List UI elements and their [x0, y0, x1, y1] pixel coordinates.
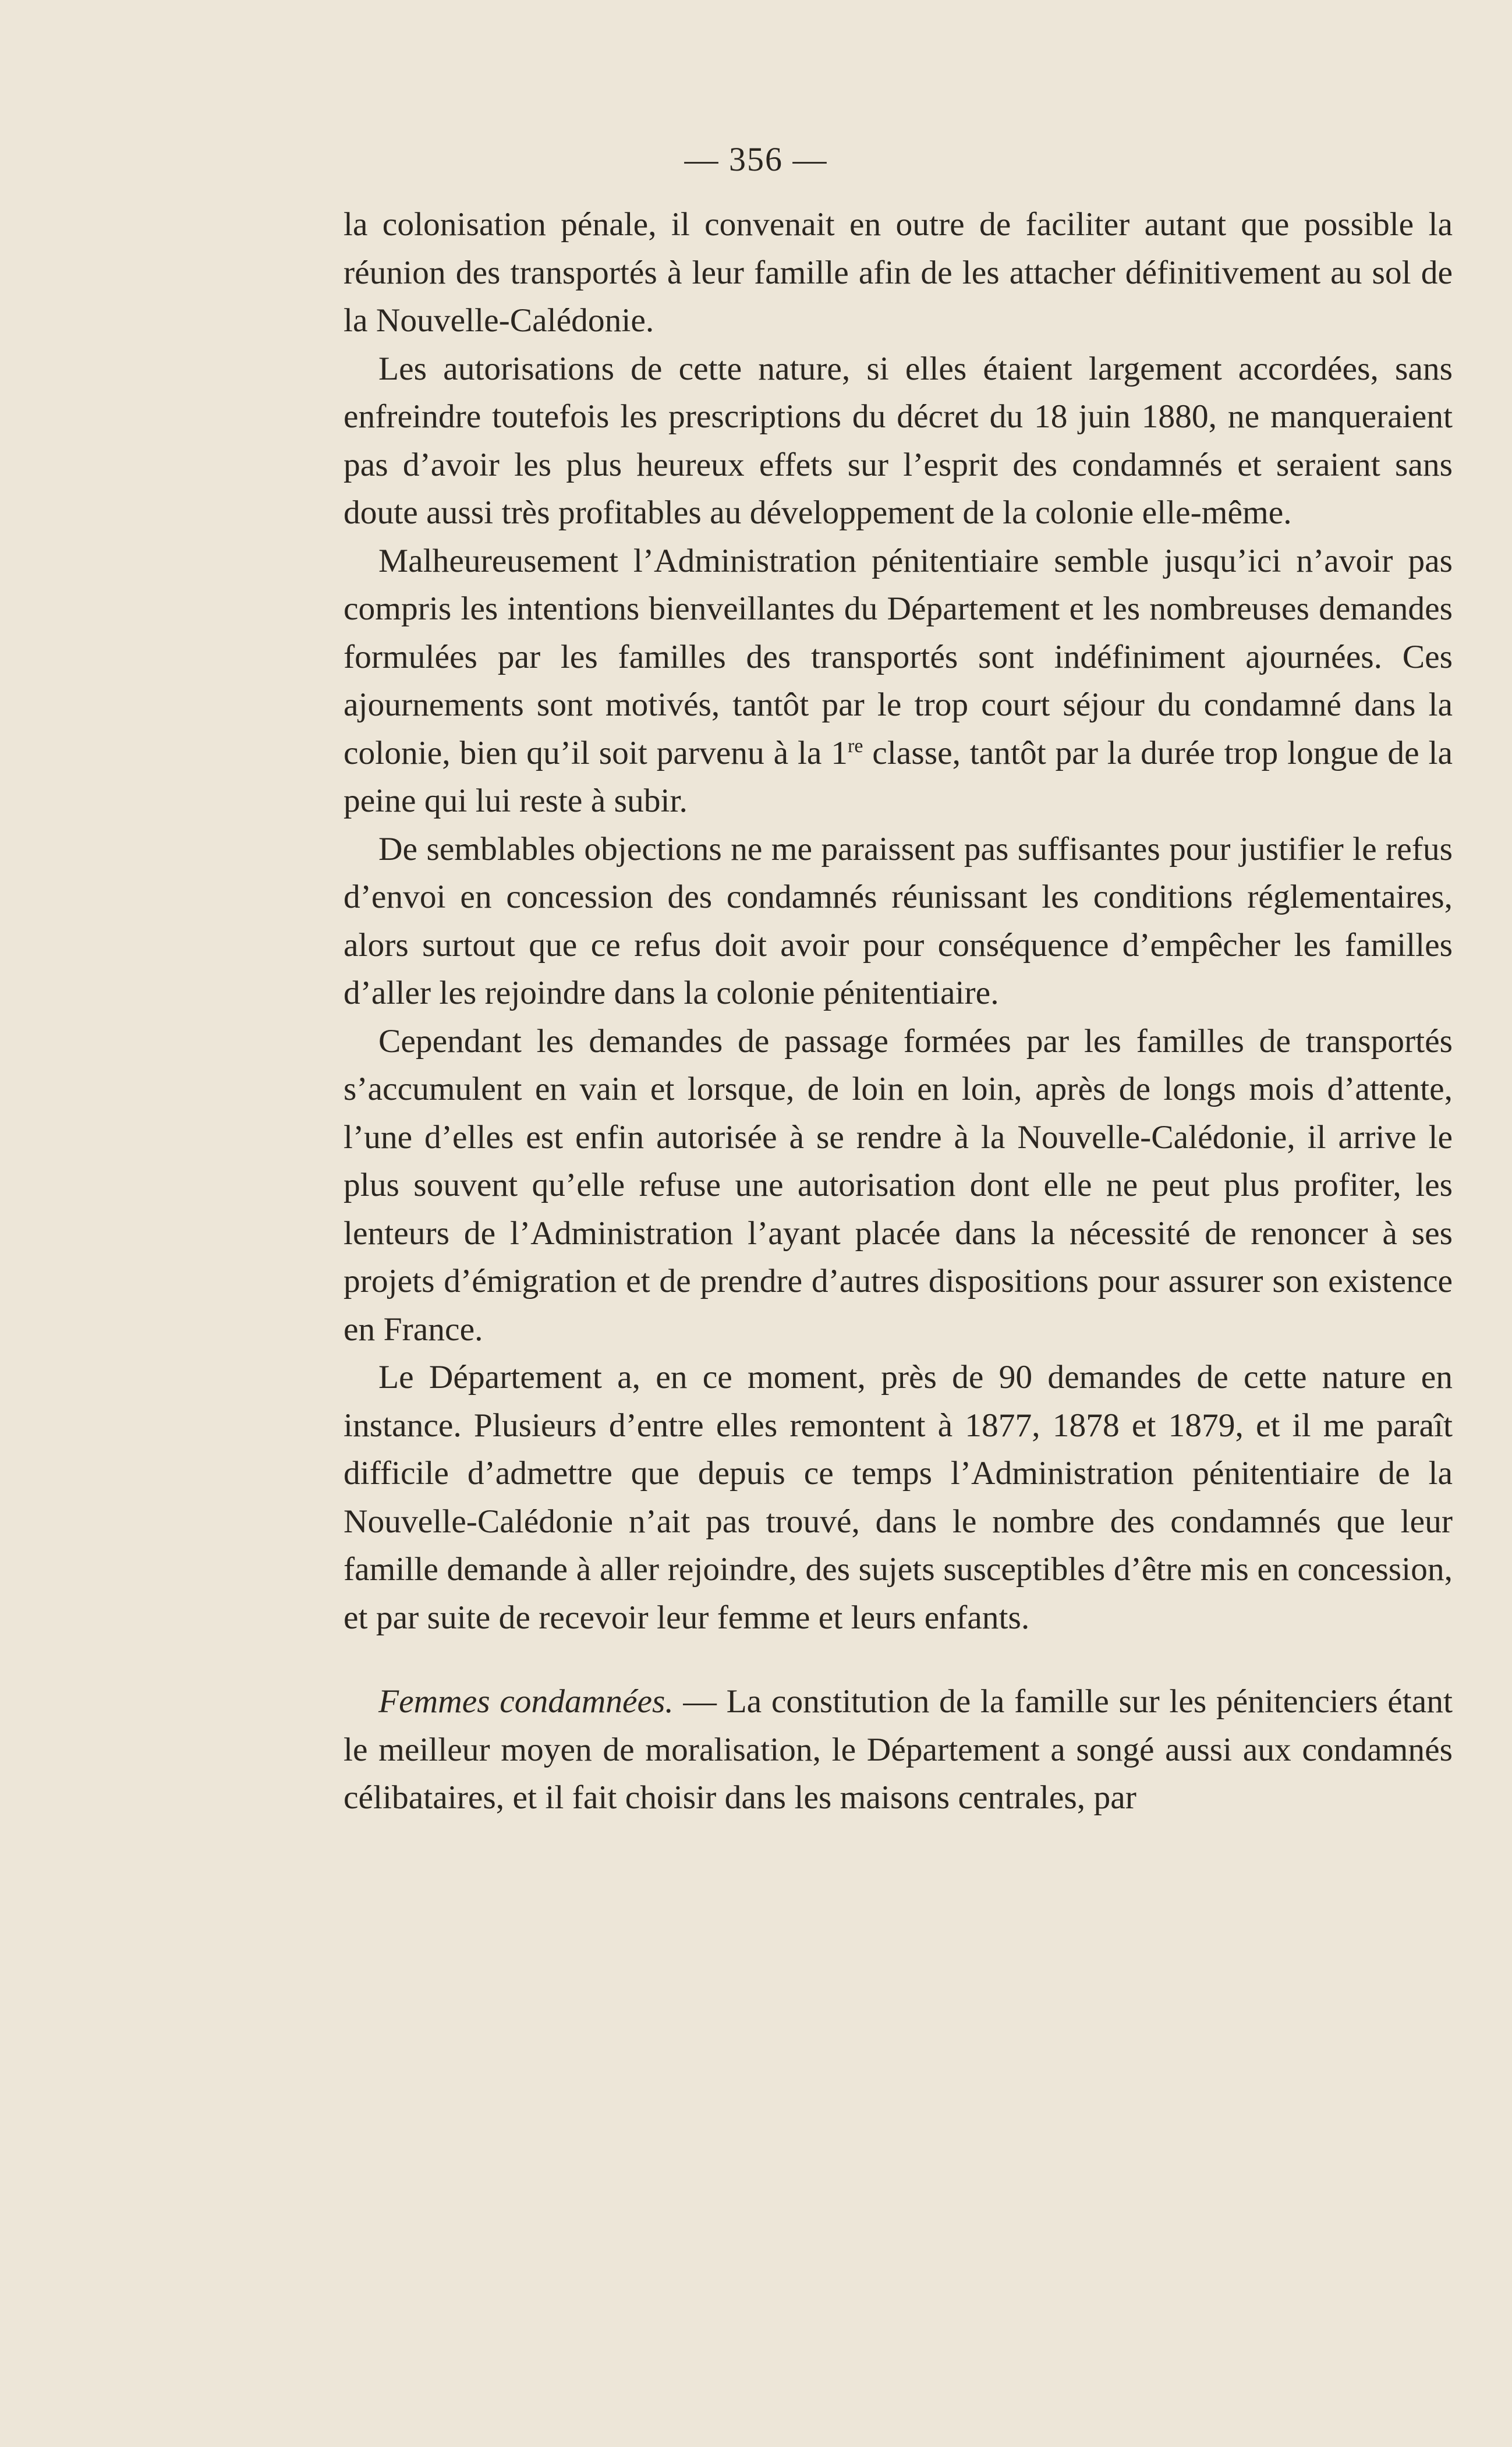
paragraph-3-tail: classe, tantôt par la durée trop longue de la peine qui lui reste à subir.: [344, 734, 1453, 819]
section-title: Femmes condamnées.: [378, 1683, 674, 1720]
paragraph-4: De semblables objections ne me paraissent pas suffisantes pour justifier le refus d’envoi en concession des condamnés réunissant les conditions réglementaires, alors surtout que ce refus doit avoir pour conséquence d’empêcher les familles d’aller les rejoindre dans la colonie pénitentiaire.: [344, 830, 1453, 1011]
page-number: — 356 —: [684, 140, 828, 178]
paragraph-3-text: Malheureusement l’Administration pénitentiaire semble jusqu’ici n’avoir pas compris les intentions bienveillantes du Département et les nombreuses demandes formulées par les familles des transportés sont indéfiniment ajournées. Ces ajournements sont motivés, tantôt par le trop court séjour du condamné dans la colonie, bien qu’il soit parvenu à la: [344, 542, 1453, 771]
paragraph-3: [344, 537, 1453, 826]
body-text: [344, 201, 1453, 1822]
section-femmes-condamnees: [344, 1678, 1453, 1822]
paragraph-1: la colonisation pénale, il convenait en outre de faciliter autant que possible la réunion des transportés à leur famille afin de les attacher définitivement au sol de la Nouvelle-Calédonie.: [344, 206, 1453, 339]
paragraph-5: Cependant les demandes de passage formées par les familles de transportés s’accumulent en vain et lorsque, de loin en loin, après de longs mois d’attente, l’une d’elles est enfin autorisée à se rendre à la Nouvelle-Calédonie, il arrive le plus souvent qu’elle refuse une autorisation dont elle ne peut plus profiter, les lenteurs de l’Administration l’ayant placée dans la nécessité de renoncer à ses projets d’émigration et de prendre d’autres dispositions pour assurer son existence en France.: [344, 1022, 1453, 1348]
section-dash: —: [673, 1683, 727, 1720]
ordinal-suffix: re: [848, 735, 863, 757]
ordinal-number: 1: [831, 734, 848, 771]
section-text: La constitution de la famille sur les pénitenciers étant le meilleur moyen de moralisation, le Département a songé aussi aux condamnés célibataires, et il fait choisir dans les maisons centrales, par: [344, 1683, 1453, 1816]
paragraph-6: Le Département a, en ce moment, près de 90 demandes de cette nature en instance. Plusieurs d’entre elles remontent à 1877, 1878 et 1879, et il me paraît difficile d’admettre que depuis ce temps l’Administration pénitentiaire de la Nouvelle-Calédonie n’ait pas trouvé, dans le nombre des condamnés que leur famille demande à aller rejoindre, des sujets susceptibles d’être mis en concession, et par suite de recevoir leur femme et leurs enfants.: [344, 1359, 1453, 1636]
paragraph-2: Les autorisations de cette nature, si elles étaient largement accordées, sans enfreindre toutefois les prescriptions du décret du 18 juin 1880, ne manqueraient pas d’avoir les plus heureux effets sur l’esprit des condamnés et seraient sans doute aussi très profitables au développement de la colonie elle-même.: [344, 350, 1453, 531]
